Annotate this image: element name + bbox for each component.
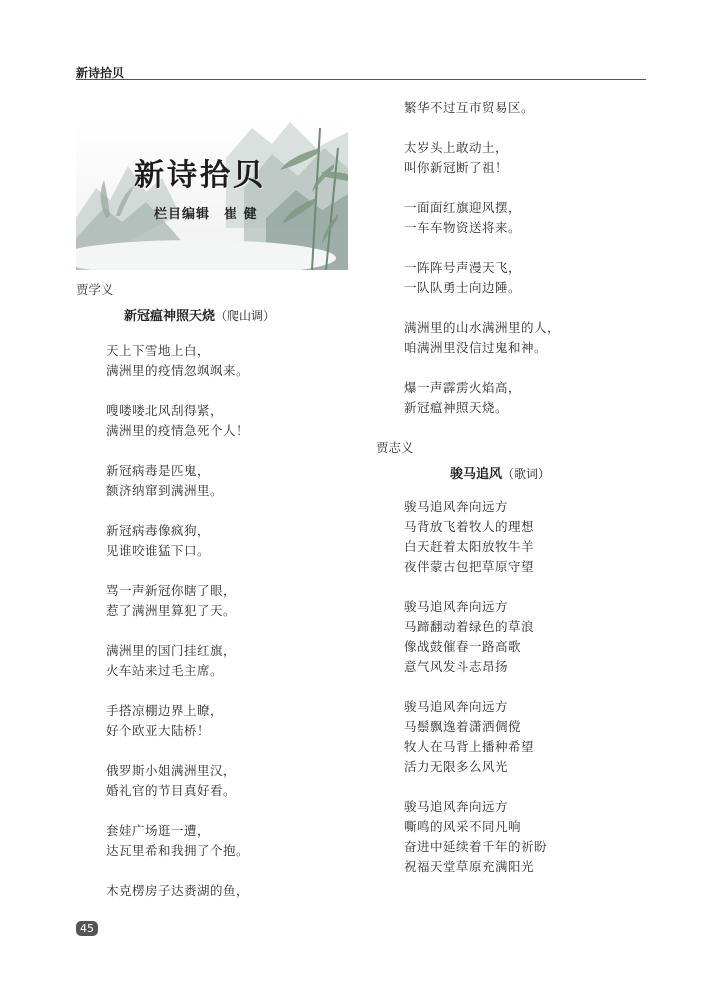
poem2-title <box>376 464 666 485</box>
verse-line: 木克楞房子达赉湖的鱼， <box>106 883 250 898</box>
verse-line: 新冠瘟神照天烧。 <box>404 400 509 415</box>
verse-line: 满洲里的疫情急死个人！ <box>106 423 250 438</box>
poem1-stanzas <box>76 341 366 901</box>
poem2-title-text: 骏马追风 <box>450 467 503 482</box>
verse-line: 一面面红旗迎风摆， <box>404 200 522 215</box>
verse-line: 满洲里的山水满洲里的人， <box>404 320 561 335</box>
verse-line: 祝福天堂草原充满阳光 <box>404 859 535 874</box>
verse-line: 嗖喽喽北风刮得紧， <box>106 403 224 418</box>
verse-line: 天上下雪地上白， <box>106 343 211 358</box>
verse-line: 好个欧亚大陆桥！ <box>106 723 211 738</box>
verse-line: 额济纳窜到满洲里。 <box>106 483 224 498</box>
verse-line: 叫你新冠断了祖！ <box>404 160 509 175</box>
column-banner <box>76 118 348 270</box>
verse-line: 骏马追风奔向远方 <box>404 499 509 514</box>
verse-line: 奋进中延续着千年的祈盼 <box>404 839 548 854</box>
stanza <box>106 341 366 381</box>
stanza <box>404 378 666 418</box>
running-header: 新诗拾贝 <box>76 66 125 80</box>
verse-line: 婚礼官的节目真好看。 <box>106 783 237 798</box>
stanza <box>106 701 366 741</box>
verse-line: 太岁头上敢动土， <box>404 140 509 155</box>
stanza <box>106 761 366 801</box>
stanza <box>404 318 666 358</box>
stanza <box>106 881 366 901</box>
ink-landscape-illustration <box>76 118 348 270</box>
verse-line: 马鬃飘逸着潇洒倜傥 <box>404 719 522 734</box>
verse-line: 繁华不过互市贸易区。 <box>404 100 535 115</box>
verse-line: 像战鼓催春一路高歌 <box>404 639 522 654</box>
stanza <box>106 581 366 621</box>
verse-line: 意气风发斗志昂扬 <box>404 659 509 674</box>
editor-label: 栏目编辑 <box>154 207 211 222</box>
verse-line: 活力无限多么风光 <box>404 759 509 774</box>
banner-title: 新诗拾贝 <box>134 158 266 193</box>
right-column <box>376 98 666 897</box>
verse-line: 达瓦里希和我拥了个抱。 <box>106 843 250 858</box>
poem2-subtitle: （歌词） <box>502 467 551 481</box>
verse-line: 新冠病毒像疯狗， <box>106 523 211 538</box>
verse-line: 一阵阵号声漫天飞， <box>404 260 522 275</box>
verse-line: 马蹄翻动着绿色的草浪 <box>404 619 535 634</box>
stanza <box>404 597 666 677</box>
stanza <box>404 697 666 777</box>
poem2-stanzas <box>376 497 666 877</box>
poem1-title-text: 新冠瘟神照天烧 <box>124 309 216 324</box>
verse-line: 一车车物资送将来。 <box>404 220 522 235</box>
stanza <box>106 461 366 501</box>
verse-line: 骏马追风奔向远方 <box>404 799 509 814</box>
left-column <box>76 280 366 921</box>
stanza <box>404 497 666 577</box>
verse-line: 见谁咬谁猛下口。 <box>106 543 211 558</box>
poem1-title <box>76 306 366 327</box>
verse-line: 满洲里的疫情忽飒飒来。 <box>106 363 250 378</box>
editor-name: 崔 健 <box>224 207 258 222</box>
poem1-subtitle: （爬山调） <box>215 309 276 323</box>
verse-line: 套娃广场逛一遭， <box>106 823 211 838</box>
verse-line: 白天赶着太阳放牧牛羊 <box>404 539 535 554</box>
stanza <box>106 641 366 681</box>
verse-line: 火车站来过毛主席。 <box>106 663 224 678</box>
verse-line: 爆一声霹雳火焰高， <box>404 380 522 395</box>
verse-line: 马背放飞着牧人的理想 <box>404 519 535 534</box>
verse-line: 咱满洲里没信过鬼和神。 <box>404 340 548 355</box>
poem2-author: 贾志义 <box>376 440 414 455</box>
page-number: 45 <box>76 921 98 936</box>
verse-line: 夜伴蒙古包把草原守望 <box>404 559 535 574</box>
header-rule <box>76 79 646 80</box>
stanza <box>404 258 666 298</box>
stanza <box>106 821 366 861</box>
verse-line: 俄罗斯小姐满洲里汉， <box>106 763 237 778</box>
verse-line: 骏马追风奔向远方 <box>404 599 509 614</box>
stanza <box>106 521 366 561</box>
stanza <box>404 138 666 178</box>
verse-line: 手搭凉棚边界上瞭， <box>106 703 224 718</box>
poem1-author: 贾学义 <box>76 282 114 297</box>
verse-line: 一队队勇士向边陲。 <box>404 280 522 295</box>
poem1-continued <box>376 98 666 418</box>
verse-line: 惹了满洲里算犯了天。 <box>106 603 237 618</box>
verse-line: 骏马追风奔向远方 <box>404 699 509 714</box>
column-editor <box>154 203 258 222</box>
verse-line: 新冠病毒是匹鬼， <box>106 463 211 478</box>
verse-line: 满洲里的国门挂红旗， <box>106 643 237 658</box>
stanza <box>404 198 666 238</box>
stanza <box>404 797 666 877</box>
stanza <box>106 401 366 441</box>
stanza <box>404 98 666 118</box>
verse-line: 牧人在马背上播种希望 <box>404 739 535 754</box>
verse-line: 骂一声新冠你瞎了眼， <box>106 583 237 598</box>
verse-line: 嘶鸣的风采不同凡响 <box>404 819 522 834</box>
